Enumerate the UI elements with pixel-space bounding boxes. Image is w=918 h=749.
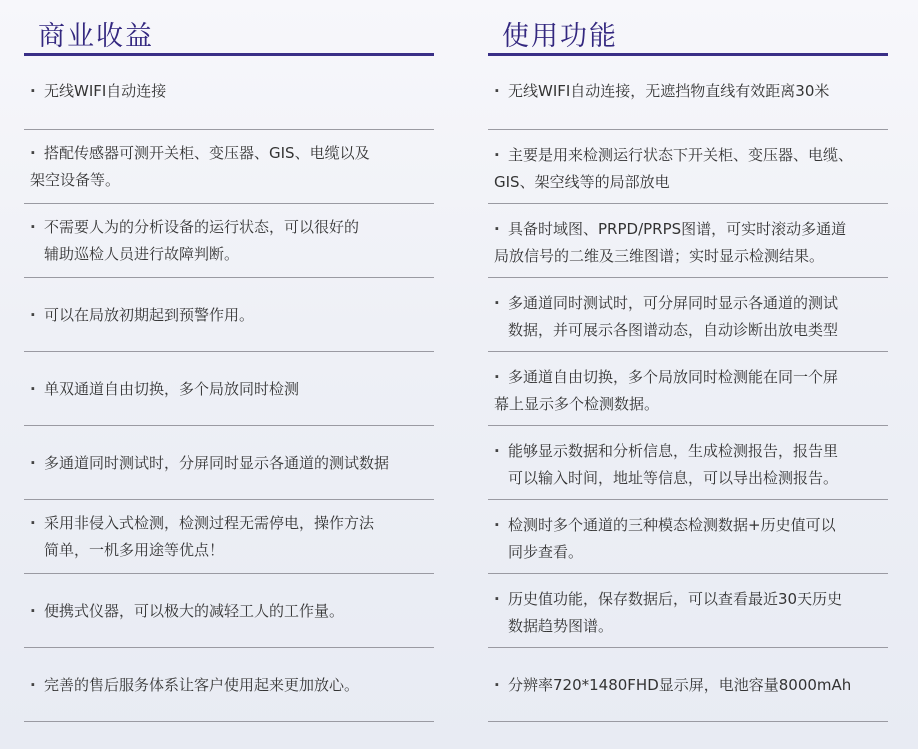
right-column <box>488 0 888 722</box>
item-line: 可以在局放初期起到预警作用。 <box>44 306 255 324</box>
item-line: 架空设备等。 <box>30 171 121 189</box>
item-line: 检测时多个通道的三种模态检测数据+历史值可以 <box>508 516 836 534</box>
list-item <box>24 426 434 500</box>
item-line: 数据趋势图谱。 <box>508 617 614 635</box>
item-line: 分辨率720*1480FHD显示屏，电池容量8000mAh <box>508 676 852 694</box>
bullet-icon: · <box>494 220 500 238</box>
item-line: GIS、架空线等的局部放电 <box>494 173 670 191</box>
list-item <box>24 56 434 130</box>
bullet-icon: · <box>30 676 36 694</box>
list-item <box>24 130 434 204</box>
list-item <box>24 648 434 722</box>
item-line: 单双通道自由切换，多个局放同时检测 <box>44 380 300 398</box>
bullet-icon: · <box>30 602 36 620</box>
bullet-icon: · <box>30 514 36 532</box>
left-column <box>24 0 434 722</box>
item-line: 搭配传感器可测开关柜、变压器、GIS、电缆以及 <box>44 144 370 162</box>
list-item <box>24 278 434 352</box>
item-line: 简单，一机多用途等优点！ <box>44 541 225 559</box>
left-column-title: 商业收益 <box>24 0 434 56</box>
item-line: 同步查看。 <box>508 543 584 561</box>
list-item <box>488 426 888 500</box>
item-line: 便携式仪器，可以极大的减轻工人的工作量。 <box>44 602 345 620</box>
list-item <box>488 574 888 648</box>
item-line: 可以输入时间，地址等信息，可以导出检测报告。 <box>508 469 839 487</box>
item-line: 无线WIFI自动连接，无遮挡物直线有效距离30米 <box>508 82 830 100</box>
item-line: 不需要人为的分析设备的运行状态，可以很好的 <box>44 218 360 236</box>
item-line: 无线WIFI自动连接 <box>44 82 167 100</box>
list-item <box>24 204 434 278</box>
list-item <box>488 500 888 574</box>
item-line: 多通道自由切换，多个局放同时检测能在同一个屏 <box>508 368 839 386</box>
bullet-icon: · <box>30 144 36 162</box>
bullet-icon: · <box>494 368 500 386</box>
item-line: 辅助巡检人员进行故障判断。 <box>44 245 240 263</box>
item-line: 多通道同时测试时，可分屏同时显示各通道的测试 <box>508 294 839 312</box>
item-line: 能够显示数据和分析信息，生成检测报告，报告里 <box>508 442 839 460</box>
item-line: 局放信号的二维及三维图谱；实时显示检测结果。 <box>494 247 825 265</box>
list-item <box>488 130 888 204</box>
item-line: 幕上显示多个检测数据。 <box>494 395 660 413</box>
benefits-list <box>24 56 434 722</box>
item-line: 采用非侵入式检测，检测过程无需停电，操作方法 <box>44 514 375 532</box>
list-item <box>488 278 888 352</box>
list-item <box>488 352 888 426</box>
bullet-icon: · <box>30 218 36 236</box>
bullet-icon: · <box>30 82 36 100</box>
bullet-icon: · <box>494 442 500 460</box>
bullet-icon: · <box>494 590 500 608</box>
list-item <box>488 56 888 130</box>
bullet-icon: · <box>494 294 500 312</box>
item-line: 完善的售后服务体系让客户使用起来更加放心。 <box>44 676 360 694</box>
list-item <box>24 574 434 648</box>
bullet-icon: · <box>494 516 500 534</box>
bullet-icon: · <box>30 306 36 324</box>
right-column-title: 使用功能 <box>488 0 888 56</box>
list-item <box>488 648 888 722</box>
bullet-icon: · <box>30 380 36 398</box>
bullet-icon: · <box>494 82 500 100</box>
list-item <box>24 500 434 574</box>
list-item <box>24 352 434 426</box>
item-line: 数据，并可展示各图谱动态，自动诊断出放电类型 <box>508 321 839 339</box>
item-line: 具备时域图、PRPD/PRPS图谱，可实时滚动多通道 <box>508 220 847 238</box>
item-line: 主要是用来检测运行状态下开关柜、变压器、电缆、 <box>508 146 854 164</box>
bullet-icon: · <box>494 676 500 694</box>
features-list <box>488 56 888 722</box>
bullet-icon: · <box>494 146 500 164</box>
item-line: 多通道同时测试时，分屏同时显示各通道的测试数据 <box>44 454 390 472</box>
bullet-icon: · <box>30 454 36 472</box>
item-line: 历史值功能，保存数据后，可以查看最近30天历史 <box>508 590 843 608</box>
list-item <box>488 204 888 278</box>
